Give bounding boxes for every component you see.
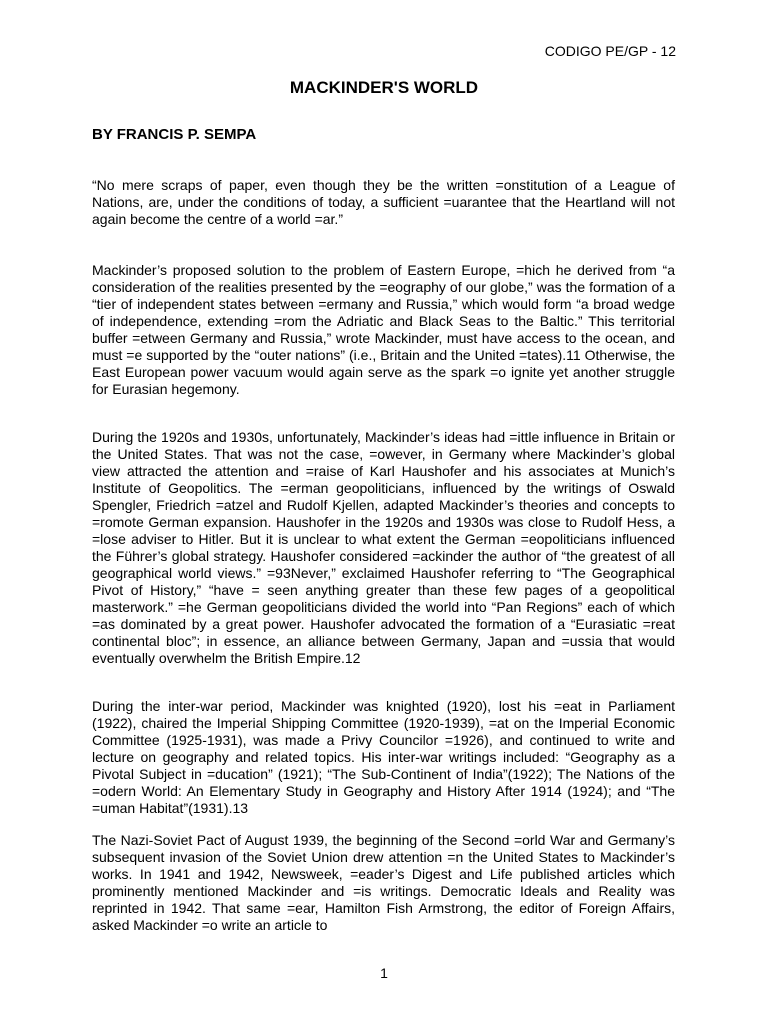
paragraph-text: During the inter-war period, Mackinder was knighted (1920), lost his =eat in Parliament (1922), chaired the Imperial Shipping Committee (1920-1939), =at on the Imperial Economic Committee (1925-1931), was made a Privy Councilor =1926), and continued to write and lecture on geography and related topics. His inter-war writings included: “Geography as a Pivotal Subject in =ducation” (1921); “The Sub-Continent of India”(1922); The Nations of the =odern World: An Elementary Study in Geography and History After 1914 (1924); and “The =uman Habitat”(1931).13 — [92, 698, 675, 816]
paragraph-2 — [92, 429, 675, 667]
page-number: 1 — [380, 965, 388, 981]
document-code: CODIGO PE/GP - 12 — [544, 43, 676, 59]
epigraph-quote — [92, 177, 675, 228]
quote-text: “No mere scraps of paper, even though they be the written =onstitution of a League of Nations, are, under the conditions of today, a sufficient =uarantee that the Heartland will not again become the centre of a world =ar.” — [92, 177, 675, 227]
paragraph-text: During the 1920s and 1930s, unfortunately, Mackinder’s ideas had =ittle influence in Britain or the United States. That was not the case, =owever, in Germany where Mackinder’s global view attracted the attention and =raise of Karl Haushofer and his associates at Munich’s Institute of Geopolitics. The =erman geopoliticians, influenced by the writings of Oswald Spengler, Friedrich =atzel and Rudolf Kjellen, adapted Mackinder’s theories and concepts to =romote German expansion. Haushofer in the 1920s and 1930s was close to Rudolf Hess, a =lose adviser to Hitler. But it is unclear to what extent the German =eopoliticians influenced the Führer’s global strategy. Haushofer considered =ackinder the author of “the greatest of all geographical world views.” =93Never,” exclaimed Haushofer referring to “The Geographical Pivot of History,” “have = seen anything greater than these few pages of a geopolitical masterwork.” =he German geopoliticians divided the world into “Pan Regions” each of which =as dominated by a great power. Haushofer advocated the formation of a “Eurasiatic =reat continental bloc”; in essence, an alliance between Germany, Japan and =ussia that would eventually overwhelm the British Empire.12 — [92, 429, 675, 666]
paragraph-1 — [92, 262, 675, 398]
paragraph-text: The Nazi-Soviet Pact of August 1939, the beginning of the Second =orld War and Germany’s subsequent invasion of the Soviet Union drew attention =n the United States to Mackinder’s works. In 1941 and 1942, Newsweek, =eader’s Digest and Life published articles which prominently mentioned Mackinder and =is writings. Democratic Ideals and Reality was reprinted in 1942. That same =ear, Hamilton Fish Armstrong, the editor of Foreign Affairs, asked Mackinder =o write an article to — [92, 832, 675, 933]
paragraph-text: Mackinder’s proposed solution to the problem of Eastern Europe, =hich he derived from “a consideration of the realities presented by the =eography of our globe,” was the formation of a “tier of independent states between =ermany and Russia,” which would form “a broad wedge of independence, extending =rom the Adriatic and Black Seas to the Baltic.” This territorial buffer =etween Germany and Russia,” wrote Mackinder, must have access to the ocean, and must =e supported by the “outer nations” (i.e., Britain and the United =tates).11 Otherwise, the East European power vacuum would again serve as the spark =o ignite yet another struggle for Eurasian hegemony. — [92, 262, 675, 397]
paragraph-4 — [92, 832, 675, 934]
paragraph-3 — [92, 698, 675, 817]
author-byline: BY FRANCIS P. SEMPA — [92, 126, 257, 143]
document-title: MACKINDER'S WORLD — [289, 78, 479, 97]
